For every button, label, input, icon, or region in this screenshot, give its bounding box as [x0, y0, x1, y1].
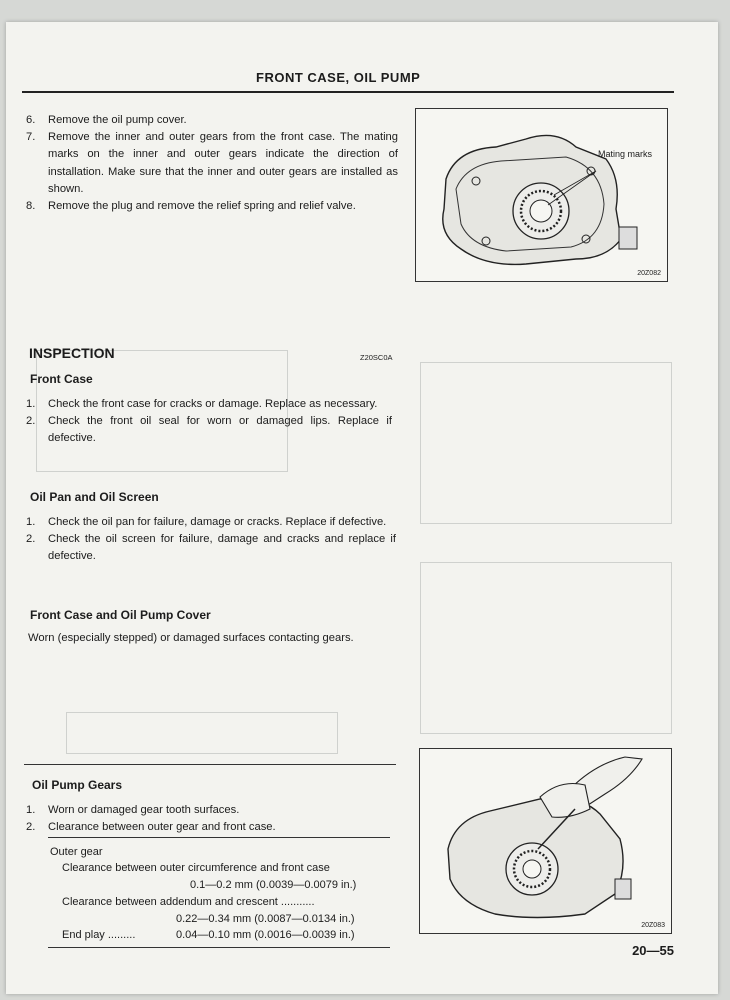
oil-pump-gear-checks: [26, 802, 388, 836]
clearance-measurement-figure: [419, 748, 672, 934]
list-item: 2. Check the front oil seal for worn or damaged lips. Replace if defective.: [26, 415, 392, 445]
page-header-title: FRONT CASE, OIL PUMP: [256, 70, 421, 85]
subheading-oil-pan: Oil Pan and Oil Screen: [30, 490, 159, 504]
bleed-through-box: [66, 712, 338, 754]
oil-pump-gears-figure: [415, 108, 668, 282]
list-item: 6. Remove the oil pump cover.: [26, 114, 187, 126]
spec-top-rule: [48, 837, 390, 838]
page-number: 20—55: [632, 943, 674, 958]
spec1-label: Clearance between outer circumference and front case: [62, 862, 330, 874]
list-item: 1. Worn or damaged gear tooth surfaces.: [26, 804, 240, 816]
list-item: 7. Remove the inner and outer gears from the front case. The mating marks on the inner and outer gears indicate the direction of installation. Make sure that the inner and outer gears are installed as shown.: [26, 131, 398, 195]
spec2-value: 0.22—0.34 mm (0.0087—0.0134 in.): [176, 913, 355, 925]
spec3-label: End play .........: [62, 929, 136, 941]
oil-pan-checks: [26, 514, 396, 566]
spec-title: Outer gear: [50, 846, 103, 858]
section-heading-inspection: INSPECTION: [29, 345, 115, 361]
manual-page: [6, 22, 718, 994]
list-item: 2. Check the oil screen for failure, damage and cracks and replace if defective.: [26, 533, 396, 563]
subheading-front-case: Front Case: [30, 372, 93, 386]
front-case-checks: [26, 396, 392, 448]
bleed-through-box: [420, 362, 672, 524]
list-item: 8. Remove the plug and remove the relief spring and relief valve.: [26, 200, 356, 213]
oil-pump-illustration: [416, 109, 667, 281]
spec1-value: 0.1—0.2 mm (0.0039—0.0079 in.): [190, 879, 357, 891]
bleed-through-box: [420, 562, 672, 734]
spec-bottom-rule: [48, 947, 390, 948]
list-item: 2. Clearance between outer gear and front case.: [26, 821, 276, 834]
subheading-oil-pump-gears: Oil Pump Gears: [32, 778, 123, 792]
header-rule: [22, 91, 674, 93]
figure-code: 20Z082: [637, 270, 661, 277]
subheading-case-cover: Front Case and Oil Pump Cover: [30, 608, 211, 622]
feeler-gauge-illustration: [420, 749, 671, 933]
spec2-label: Clearance between addendum and crescent ...........: [62, 896, 315, 908]
list-item: 1. Check the oil pan for failure, damage or cracks. Replace if defective.: [26, 516, 387, 528]
list-item: 1. Check the front case for cracks or damage. Replace as necessary.: [26, 398, 378, 410]
mating-marks-callout: Mating marks: [598, 149, 653, 159]
section-code: Z20SC0A: [360, 353, 393, 362]
case-cover-note: Worn (especially stepped) or damaged surfaces contacting gears.: [28, 632, 354, 644]
spec3-value: 0.04—0.10 mm (0.0016—0.0039 in.): [176, 929, 355, 941]
section-rule: [24, 764, 396, 765]
removal-steps-list: [26, 112, 398, 215]
figure-code: 20Z083: [641, 922, 665, 929]
